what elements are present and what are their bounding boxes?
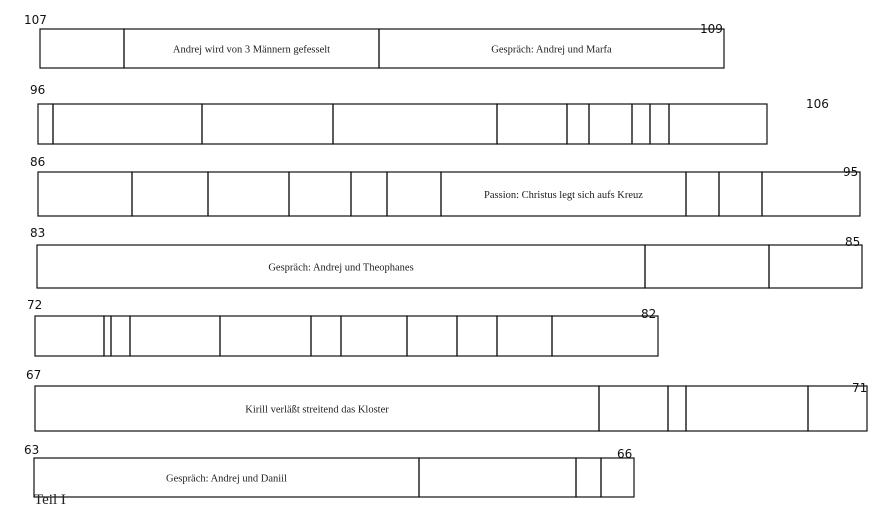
- timeline-row: [26, 368, 867, 431]
- shot-segment: [351, 172, 387, 216]
- shot-segment: [104, 316, 111, 356]
- shot-segment: [111, 316, 130, 356]
- row-end-number: 106: [806, 97, 829, 111]
- row-start-number: 107: [24, 13, 47, 27]
- row-start-number: 83: [30, 226, 46, 240]
- shot-label: Passion: Christus legt sich aufs Kreuz: [484, 190, 643, 201]
- row-end-number: 85: [845, 235, 861, 249]
- shot-segment: [497, 316, 552, 356]
- shot-segment: [497, 104, 567, 144]
- row-end-number: 71: [852, 381, 868, 395]
- shot-segment: [419, 458, 576, 497]
- shot-segment: [132, 172, 208, 216]
- shot-segment: [130, 316, 220, 356]
- shot-segment: [669, 104, 767, 144]
- shot-segment: [333, 104, 497, 144]
- timeline-row: [30, 226, 862, 288]
- shot-segment: [645, 245, 769, 288]
- diagram-caption: Teil I: [34, 492, 66, 508]
- shot-segment: [576, 458, 601, 497]
- shot-segment: [202, 104, 333, 144]
- timeline-row: [24, 443, 634, 497]
- shot-label: Gespräch: Andrej und Daniil: [165, 473, 288, 485]
- shot-segment: [220, 316, 311, 356]
- row-end-number: 95: [843, 165, 859, 179]
- shot-label: Andrej wird von 3 Männern gefesselt: [172, 44, 331, 56]
- shot-segment: [289, 172, 351, 216]
- shot-segment: [686, 386, 808, 431]
- shot-segment: [719, 172, 762, 216]
- shot-segment: [387, 172, 441, 216]
- shot-segment: [552, 316, 658, 356]
- shot-segment: [601, 458, 634, 497]
- timeline-rows: [24, 13, 867, 497]
- shot-segment: [40, 29, 124, 68]
- row-start-number: 96: [30, 83, 46, 97]
- shot-segment: [208, 172, 289, 216]
- shot-segment: [53, 104, 202, 144]
- timeline-row: [24, 13, 724, 68]
- shot-segment: [686, 172, 719, 216]
- shot-segment: [457, 316, 497, 356]
- shot-segment: [632, 104, 650, 144]
- shot-segment: [38, 104, 53, 144]
- shot-segment: [650, 104, 669, 144]
- row-end-number: 82: [641, 307, 657, 321]
- shot-segment: [407, 316, 457, 356]
- row-start-number: 63: [24, 443, 40, 457]
- shot-segment: [341, 316, 407, 356]
- timeline-row: [30, 83, 829, 144]
- row-start-number: 67: [26, 368, 42, 382]
- shot-segment: [668, 386, 686, 431]
- row-end-number: 66: [617, 447, 633, 461]
- shot-label: Gespräch: Andrej und Theophanes: [268, 262, 414, 274]
- shot-segment: [567, 104, 589, 144]
- shot-segment: [38, 172, 132, 216]
- row-end-number: 109: [700, 22, 723, 36]
- shot-segment: [589, 104, 632, 144]
- row-start-number: 72: [27, 298, 43, 312]
- shot-label: Kirill verläßt streitend das Kloster: [245, 404, 389, 416]
- shot-segment: [35, 316, 104, 356]
- shot-segment: [769, 245, 862, 288]
- row-start-number: 86: [30, 155, 46, 169]
- shot-label: Gespräch: Andrej und Marfa: [491, 44, 612, 56]
- shot-segment: [599, 386, 668, 431]
- timeline-row: [27, 298, 658, 356]
- shot-segment: [311, 316, 341, 356]
- timeline-row: [30, 155, 860, 216]
